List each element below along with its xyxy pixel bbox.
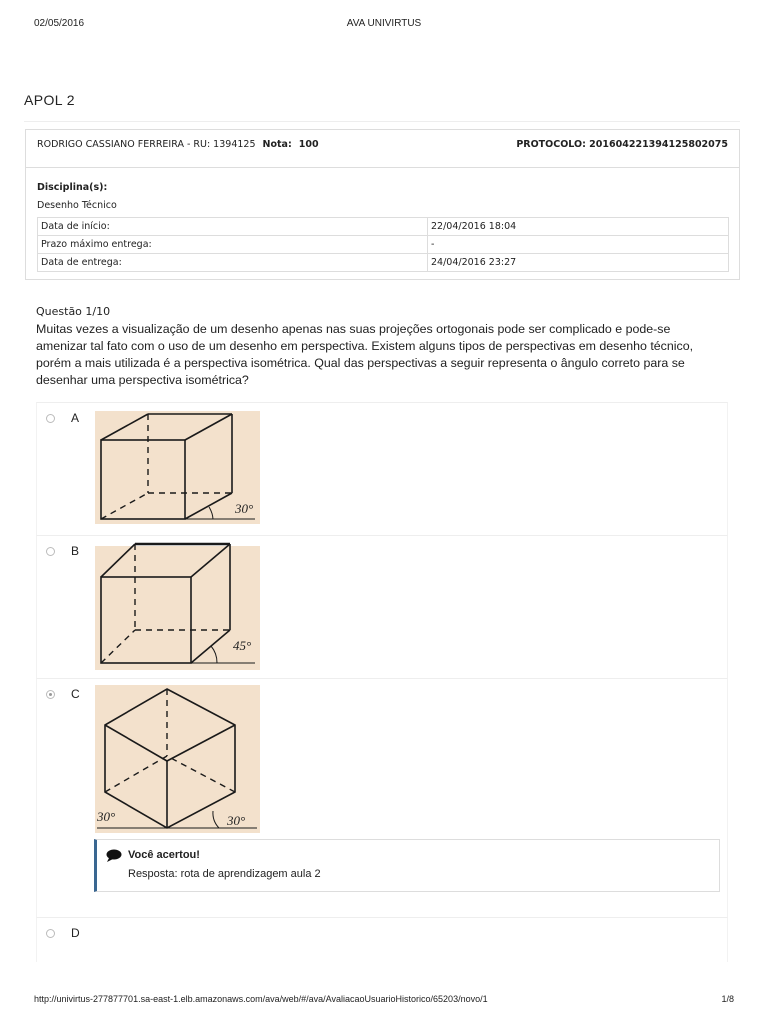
discipline-label: Disciplina(s): — [37, 182, 108, 193]
protocol: PROTOCOLO: 201604221394125802075 — [516, 139, 728, 150]
print-date: 02/05/2016 — [34, 18, 85, 29]
angle-label-right: 30° — [227, 813, 246, 828]
option-a-radio[interactable] — [46, 414, 55, 423]
option-a-figure — [95, 411, 260, 524]
option-d-radio[interactable] — [46, 929, 55, 938]
date-value: - — [428, 236, 729, 254]
option-letter: B — [71, 544, 80, 558]
grade-value: 100 — [298, 139, 319, 150]
option-letter: D — [71, 926, 80, 940]
student-bar — [26, 130, 739, 168]
student-name: RODRIGO CASSIANO FERREIRA - RU: 1394125 — [37, 139, 256, 150]
page-title: APOL 2 — [24, 92, 75, 108]
option-letter: C — [71, 687, 80, 701]
question-number: Questão 1/10 — [36, 305, 111, 318]
question-line: Muitas vezes a visualização de um desenho apenas nas suas projeções ortogonais pode ser complicado e pode-se — [36, 322, 671, 336]
comment-icon — [106, 849, 122, 862]
angle-label-left: 30° — [97, 809, 116, 824]
option-b[interactable] — [36, 535, 728, 678]
angle-label: 30° — [235, 501, 254, 516]
table-row — [38, 218, 729, 236]
discipline-value: Desenho Técnico — [37, 200, 117, 211]
option-c[interactable] — [36, 678, 728, 917]
dates-table — [37, 217, 729, 272]
feedback-text: Resposta: rota de aprendizagem aula 2 — [128, 868, 321, 880]
question-text — [36, 321, 736, 389]
cube-isometric-drawing — [95, 685, 260, 833]
angle-label: 45° — [233, 638, 252, 653]
page-number: 1/8 — [721, 994, 734, 1004]
option-b-radio[interactable] — [46, 547, 55, 556]
assessment-info-panel — [25, 129, 740, 280]
question-line: porém a mais utilizada é a perspectiva isométrica. Qual das perspectivas a seguir representa o ângulo correto para se — [36, 356, 685, 370]
option-letter: A — [71, 411, 80, 425]
page-url: http://univirtus-277877701.sa-east-1.elb.amazonaws.com/ava/web/#/ava/AvaliacaoUsuarioHistorico/65203/novo/1 — [34, 994, 488, 1004]
answer-options — [36, 402, 728, 962]
date-value: 22/04/2016 18:04 — [428, 218, 729, 236]
option-c-figure — [95, 685, 260, 833]
table-row — [38, 236, 729, 254]
option-b-figure — [95, 542, 260, 670]
question-line: amenizar tal fato com o uso de um desenho em perspectiva. Existem alguns tipos de perspectivas em desenho técnico, — [36, 339, 694, 353]
feedback-title: Você acertou! — [128, 849, 200, 861]
date-value: 24/04/2016 23:27 — [428, 254, 729, 272]
title-divider — [24, 121, 740, 122]
question-line: desenhar uma perspectiva isométrica? — [36, 373, 249, 387]
feedback-box — [94, 839, 720, 892]
option-d[interactable] — [36, 917, 728, 962]
date-label: Prazo máximo entrega: — [38, 236, 428, 254]
option-a[interactable] — [36, 402, 728, 535]
grade-label: Nota: — [262, 139, 292, 150]
option-c-radio[interactable] — [46, 690, 55, 699]
student-info — [37, 139, 319, 150]
table-row — [38, 254, 729, 272]
date-label: Data de entrega: — [38, 254, 428, 272]
date-label: Data de início: — [38, 218, 428, 236]
print-title: AVA UNIVIRTUS — [346, 18, 422, 29]
